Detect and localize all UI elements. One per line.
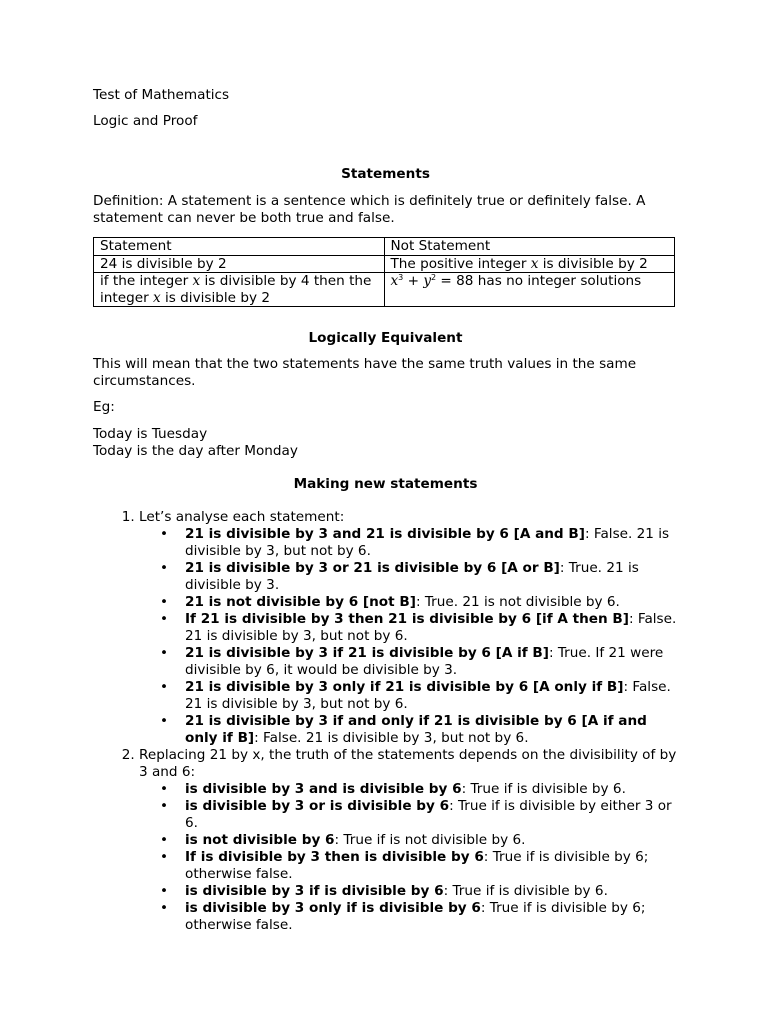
list-item: [185, 594, 678, 611]
table-cell: 24 is divisible by 2: [94, 255, 385, 273]
example-label: Eg:: [93, 399, 115, 415]
list-item-intro: Let’s analyse each statement:: [139, 509, 345, 525]
math-exponent: 3: [398, 273, 404, 282]
math-variable: y: [423, 273, 431, 289]
bullet-statement: 21 is divisible by 3 only if 21 is divisible by 6 [A only if B]: [185, 679, 624, 695]
bullet-statement: is not divisible by 6: [185, 832, 335, 848]
math-variable: x: [390, 273, 399, 289]
cell-text: is divisible by 4 then the integer: [100, 273, 372, 306]
bullet-statement: is divisible by 3 or is divisible by 6: [185, 798, 450, 814]
bullet-explanation: : True if is divisible by 6; otherwise false.: [185, 900, 646, 933]
list-item: [185, 611, 678, 645]
bullet-statement: If 21 is divisible by 3 then 21 is divisible by 6 [if A then B]: [185, 611, 629, 627]
example-statement-1: Today is Tuesday: [93, 426, 208, 442]
table-cell: [94, 273, 385, 307]
list-item: [185, 832, 678, 849]
list-item: [185, 713, 678, 747]
bullet-explanation: : True. 21 is not divisible by 6.: [415, 594, 620, 610]
cell-text: = 88 has no integer solutions: [436, 273, 642, 289]
list-item: [139, 747, 678, 934]
example-statement-2: Today is the day after Monday: [93, 443, 298, 459]
cell-text: is divisible by 2: [538, 255, 648, 272]
cell-text: if the integer: [100, 273, 193, 289]
doc-topic: Logic and Proof: [93, 113, 198, 129]
bullet-explanation: : True if is divisible by either 3 or 6.: [185, 798, 672, 831]
bullet-explanation: : True if is divisible by 6; otherwise false.: [185, 849, 649, 882]
bullet-statement: 21 is divisible by 3 and 21 is divisible by 6 [A and B]: [185, 526, 585, 542]
table-row: [94, 255, 675, 273]
list-item: [185, 526, 678, 560]
bullet-explanation: : True if is divisible by 6.: [461, 781, 626, 797]
list-item: [185, 798, 678, 832]
table-row: [94, 273, 675, 307]
bullet-explanation: : False. 21 is divisible by 3, but not by 6.: [254, 730, 529, 746]
table-cell: [384, 255, 675, 273]
math-variable: x: [192, 273, 201, 289]
bullet-statement: is divisible by 3 only if is divisible by 6: [185, 900, 481, 916]
list-item: [185, 679, 678, 713]
cell-text: The positive integer: [390, 255, 531, 272]
section-heading-equivalent: Logically Equivalent: [308, 330, 463, 346]
bullet-statement: 21 is divisible by 3 if 21 is divisible by 6 [A if B]: [185, 645, 549, 661]
making-statements-list: [93, 509, 678, 934]
list-item: [185, 900, 678, 934]
bullet-explanation: : False. 21 is divisible by 3, but not by 6.: [185, 679, 671, 712]
bullet-statement: 21 is not divisible by 6 [not B]: [185, 594, 416, 610]
math-exponent: 2: [431, 273, 437, 282]
bullet-explanation: : True if is divisible by 6.: [443, 883, 608, 899]
statement-definition: Definition: A statement is a sentence which is definitely true or definitely false. A statement can never be both true and false.: [93, 193, 646, 226]
bullet-explanation: : False. 21 is divisible by 3, but not by 6.: [185, 526, 670, 559]
section-heading-statements: Statements: [341, 166, 430, 182]
list-item: [185, 645, 678, 679]
doc-subject: Test of Mathematics: [93, 87, 230, 103]
list-item: [185, 781, 678, 798]
bullet-list: [139, 526, 678, 747]
bullet-statement: 21 is divisible by 3 or 21 is divisible by 6 [A or B]: [185, 560, 560, 576]
math-variable: x: [153, 289, 161, 306]
bullet-statement: If is divisible by 3 then is divisible by 6: [185, 849, 484, 865]
table-header-not-statement: Not Statement: [384, 238, 675, 256]
math-variable: x: [530, 255, 539, 272]
list-item-intro: Replacing 21 by x, the truth of the statements depends on the divisibility of by 3 and 6:: [139, 747, 677, 780]
table-cell: [384, 273, 675, 307]
section-heading-making: Making new statements: [293, 476, 478, 492]
list-item: [139, 509, 678, 747]
bullet-explanation: : True. 21 is divisible by 3.: [185, 560, 639, 593]
bullet-explanation: : True. If 21 were divisible by 6, it would be divisible by 3.: [185, 645, 664, 678]
bullet-statement: is divisible by 3 and is divisible by 6: [185, 781, 462, 797]
bullet-list: [139, 781, 678, 934]
table-header-statement: Statement: [94, 238, 385, 256]
cell-text: is divisible by 2: [160, 289, 270, 306]
cell-text: +: [403, 273, 424, 289]
table-row: [94, 238, 675, 256]
bullet-statement: 21 is divisible by 3 if and only if 21 is divisible by 6 [A if and only if B]: [185, 713, 647, 746]
equivalent-description: This will mean that the two statements have the same truth values in the same circumstances.: [93, 356, 637, 389]
list-item: [185, 883, 678, 900]
list-item: [185, 560, 678, 594]
bullet-statement: is divisible by 3 if is divisible by 6: [185, 883, 444, 899]
statement-table: [93, 237, 675, 307]
bullet-explanation: : True if is not divisible by 6.: [334, 832, 526, 848]
list-item: [185, 849, 678, 883]
bullet-explanation: : False. 21 is divisible by 3, but not by 6.: [185, 611, 677, 644]
